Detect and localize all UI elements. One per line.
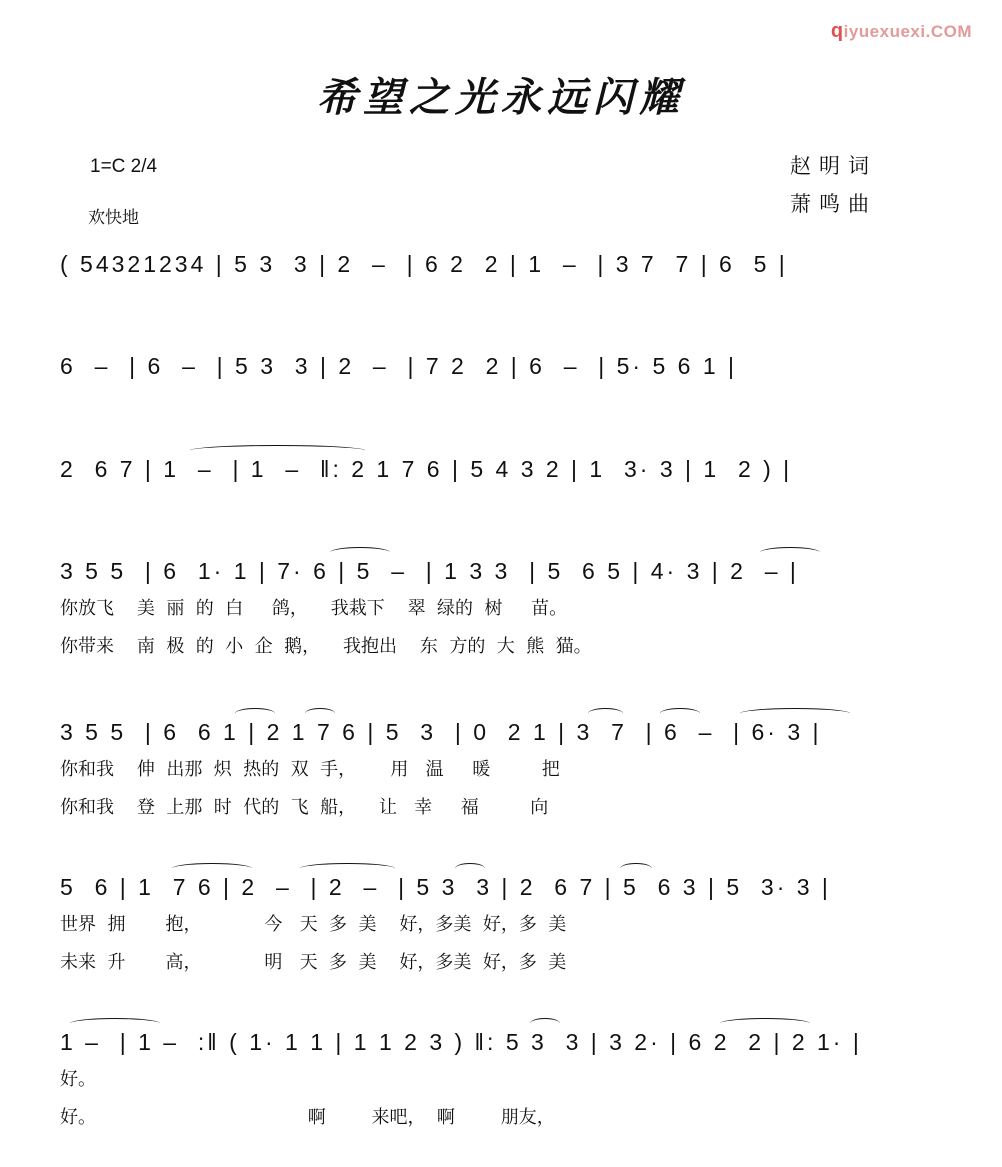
site-watermark: qiyuexuexi.COM (830, 20, 972, 42)
score-system-2 (60, 352, 940, 422)
lyricist-credit: 赵明词 (790, 154, 877, 178)
tempo-marking: 欢快地 (88, 208, 139, 228)
lyrics-verse-2: 好。 啊 来吧， 啊 朋友， (60, 1107, 555, 1128)
lyrics-verse-2: 你和我 登 上那 时 代的 飞 船， 让 幸 福 向 (60, 797, 549, 818)
lyrics-verse-1: 好。 (60, 1069, 96, 1090)
notation-line: ( 54321234 | 5 3 3 | 2 – | 6 2 2 | 1 – | 3 7 7 | 6 5 | (60, 251, 788, 277)
notation-line: 6 – | 6 – | 5 3 3 | 2 – | 7 2 2 | 6 – | 5· 5 6 1 | (60, 353, 737, 379)
notation-line: 1 – | 1 – :‖ ( 1· 1 1 | 1 1 2 3 ) ‖: 5 3 3 | 3 2· | 6 2 2 | 2 1· | (60, 1029, 862, 1055)
notation-line: 3 5 5 | 6 6 1 | 2 1 7 6 | 5 3 | 0 2 1 | 3 7 | 6 – | 6· 3 | (60, 719, 822, 745)
score-system-7 (60, 1028, 940, 1128)
lyrics-verse-2: 未来 升 高， 明 天 多 美 好，多美 好，多 美 (60, 952, 567, 973)
score-system-6 (60, 873, 940, 973)
lyrics-verse-2: 你带来 南 极 的 小 企 鹅， 我抱出 东 方的 大 熊 猫。 (60, 636, 592, 657)
lyrics-verse-1: 世界 拥 抱， 今 天 多 美 好，多美 好，多 美 (60, 914, 567, 935)
notation-line: 3 5 5 | 6 1· 1 | 7· 6 | 5 – | 1 3 3 | 5 6 5 | 4· 3 | 2 – | (60, 558, 799, 584)
score-system-3 (60, 455, 940, 525)
lyrics-verse-1: 你和我 伸 出那 炽 热的 双 手， 用 温 暖 把 (60, 759, 560, 780)
score-system-1 (60, 250, 940, 320)
song-title: 希望之光永远闪耀 (317, 74, 685, 121)
lyrics-verse-1: 你放飞 美 丽 的 白 鸽， 我栽下 翠 绿的 树 苗。 (60, 598, 568, 619)
score-system-5 (60, 718, 940, 818)
composer-credit: 萧鸣曲 (790, 192, 877, 216)
notation-line: 2 6 7 | 1 – | 1 – ‖: 2 1 7 6 | 5 4 3 2 | 1 3· 3 | 1 2 ) | (60, 456, 793, 482)
score-system-4 (60, 557, 940, 657)
key-signature: 1=C 2/4 (90, 156, 158, 177)
notation-line: 5 6 | 1 7 6 | 2 – | 2 – | 5 3 3 | 2 6 7 | 5 6 3 | 5 3· 3 | (60, 874, 831, 900)
